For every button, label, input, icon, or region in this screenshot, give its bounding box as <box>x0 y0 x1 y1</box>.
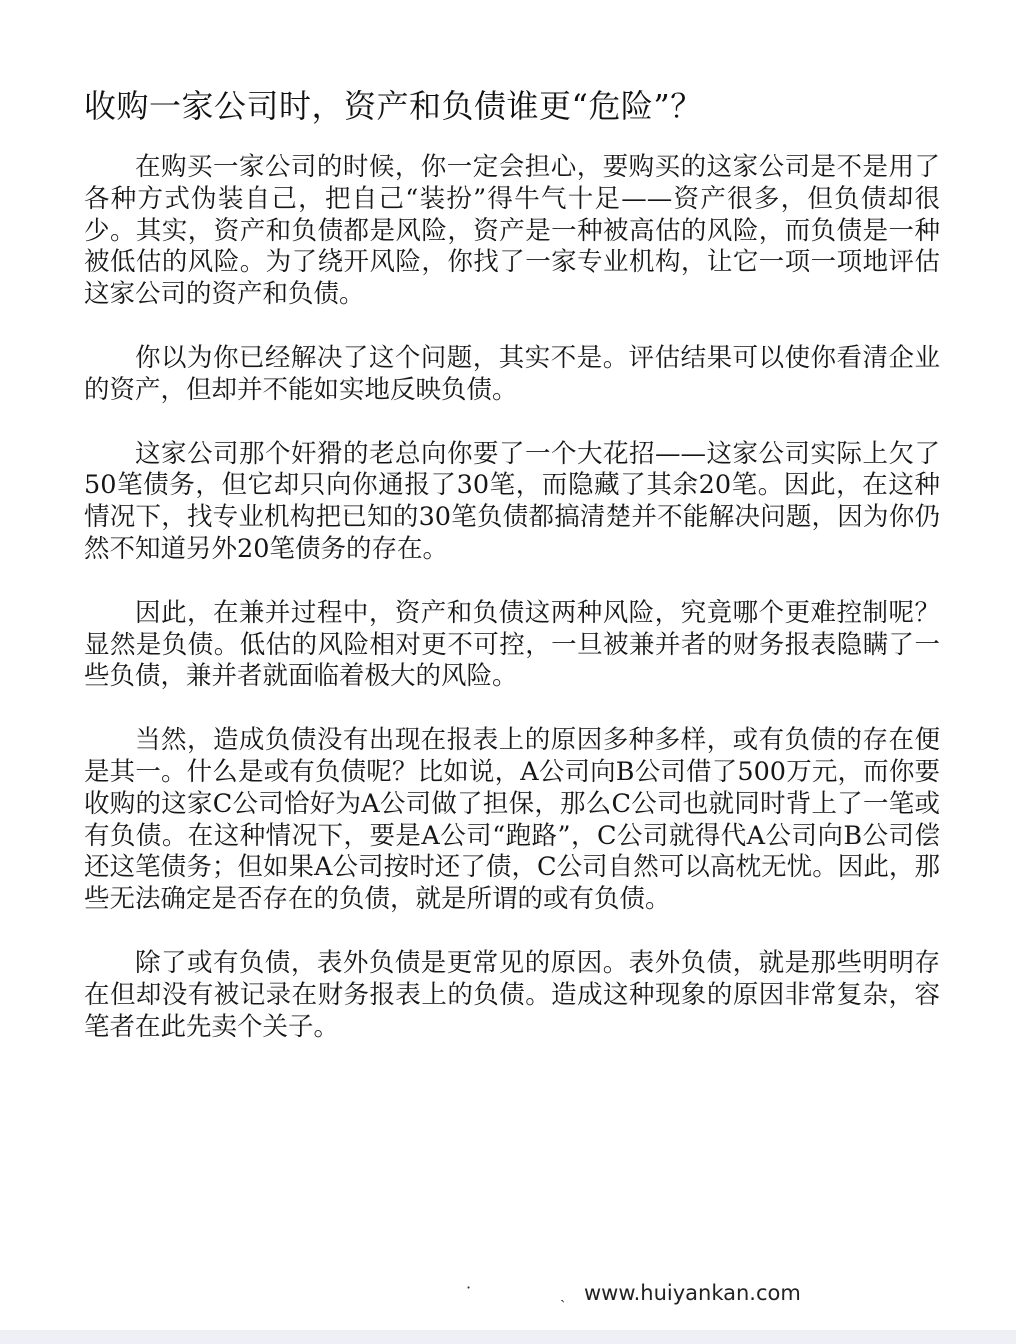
article-title: 收购一家公司时，资产和负债谁更“危险”？ <box>84 87 703 125</box>
paragraph-2: 你以为你已经解决了这个问题，其实不是。评估结果可以使你看清企业的资产，但却并不能如实地反映负债。 <box>84 342 940 405</box>
paragraph-5: 当然，造成负债没有出现在报表上的原因多种多样，或有负债的存在便是其一。什么是或有负债呢？比如说，A公司向B公司借了500万元，而你要收购的这家C公司恰好为A公司做了担保，那么C公司也就同时背上了一笔或有负债。在这种情况下，要是A公司“跑路”，C公司就得代A公司向B公司偿还这笔债务；但如果A公司按时还了债，C公司自然可以高枕无忧。因此，那些无法确定是否存在的负债，就是所谓的或有负债。 <box>84 725 940 915</box>
paragraph-3: 这家公司那个奸猾的老总向你要了一个大花招——这家公司实际上欠了50笔债务，但它却只向你通报了30笔，而隐藏了其余20笔。因此，在这种情况下，找专业机构把已知的30笔负债都搞清楚并不能解决问题，因为你仍然不知道另外20笔债务的存在。 <box>84 438 940 564</box>
page-footer <box>0 1278 1016 1314</box>
paragraph-4: 因此，在兼并过程中，资产和负债这两种风险，究竟哪个更难控制呢？显然是负债。低估的风险相对更不可控，一旦被兼并者的财务报表隐瞒了一些负债，兼并者就面临着极大的风险。 <box>84 597 940 692</box>
paragraph-6: 除了或有负债，表外负债是更常见的原因。表外负债，就是那些明明存在但却没有被记录在财务报表上的负债。造成这种现象的原因非常复杂，容笔者在此先卖个关子。 <box>84 947 940 1042</box>
paragraph-1: 在购买一家公司的时候，你一定会担心，要购买的这家公司是不是用了各种方式伪装自己，把自己“装扮”得牛气十足——资产很多，但负债却很少。其实，资产和负债都是风险，资产是一种被高估的风险，而负债是一种被低估的风险。为了绕开风险，你找了一家专业机构，让它一项一项地评估这家公司的资产和负债。 <box>84 152 940 310</box>
footer-mark: ˎ <box>560 1284 566 1303</box>
footer-dot: · <box>466 1278 472 1297</box>
bottom-strip <box>0 1330 1016 1344</box>
website-link[interactable]: www.huiyankan.com <box>584 1281 801 1305</box>
article-body <box>84 152 940 1075</box>
